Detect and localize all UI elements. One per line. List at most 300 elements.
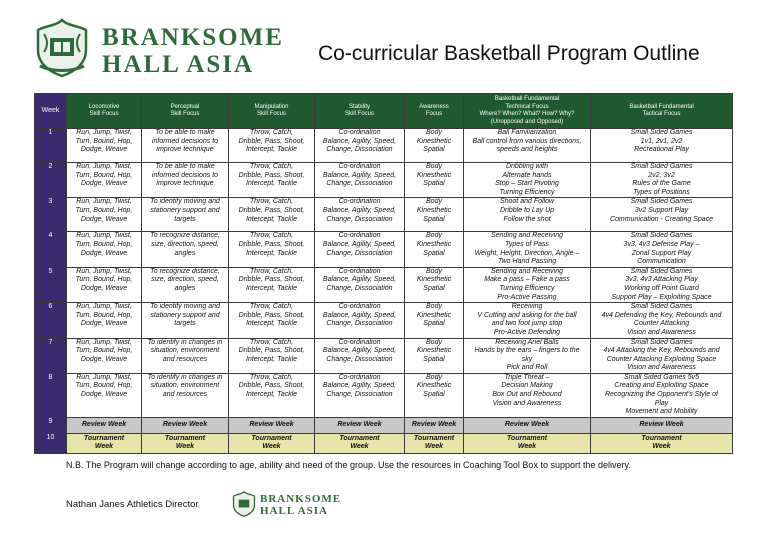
cell-line: Balance, Agility, Speed,: [322, 206, 397, 214]
cell-line: Balance, Agility, Speed,: [322, 311, 397, 319]
footer-brand-name: [260, 493, 341, 517]
cell-line: Turn, Bound, Hop,: [75, 382, 133, 390]
cell-line: Co-ordination: [338, 163, 381, 170]
cell-line: Dribble, Pass, Shoot,: [238, 276, 305, 284]
table-cell: [229, 338, 315, 373]
header-line: Basketball Fundamental: [494, 96, 560, 102]
table-cell: [464, 303, 591, 338]
cell-line: Tournament: [164, 434, 206, 442]
cell-line: Hands by the ears – fingers to the: [474, 347, 580, 355]
cell-line: Kinesthetic: [416, 276, 452, 284]
table-cell: [591, 373, 733, 417]
cell-line: Movement and Mobility: [625, 408, 698, 416]
tournament-cell: [405, 433, 464, 453]
cell-line: Spatial: [423, 180, 445, 188]
table-cell: [464, 198, 591, 232]
table-cell: [405, 303, 464, 338]
cell-line: targets: [174, 215, 196, 223]
cell-line: Decision Making: [501, 382, 553, 390]
week-number: 9: [35, 417, 67, 433]
cell-line: Intercept, Tackle: [245, 146, 298, 154]
header-col-7: [591, 94, 733, 129]
cell-line: 1v1, 2v1, 2v2: [640, 137, 683, 145]
table-cell: [67, 129, 142, 163]
header-col-2: [142, 94, 229, 129]
cell-line: Body: [426, 129, 442, 136]
cell-line: To identify in changes in: [147, 373, 223, 381]
header-line: Stability: [348, 103, 370, 110]
cell-line: Pro-Active Defending: [493, 328, 561, 336]
cell-line: Shoot and Follow: [499, 198, 555, 206]
cell-line: Spatial: [423, 320, 445, 328]
cell-line: 4v4 Defending the Key, Rebounds and: [601, 311, 722, 319]
table-cell: [591, 303, 733, 338]
cell-line: Balance, Agility, Speed,: [322, 171, 397, 179]
table-row: [35, 338, 733, 373]
cell-line: 3v2 Support Play: [634, 206, 689, 214]
week-number: 2: [35, 163, 67, 198]
cell-line: Balance, Agility, Speed,: [322, 240, 397, 248]
cell-line: Change, Dissociation: [326, 146, 393, 154]
cell-line: Body: [426, 198, 442, 206]
week-number: 7: [35, 338, 67, 373]
cell-line: Change, Dissociation: [326, 215, 393, 223]
table-cell: [315, 232, 405, 267]
review-row: [35, 417, 733, 433]
cell-line: Body: [426, 267, 442, 275]
cell-line: Turn, Bound, Hop,: [75, 276, 133, 284]
cell-line: Change, Dissociation: [326, 284, 393, 292]
cell-line: Run, Jump, Twist,: [76, 267, 132, 275]
header-col-5: [405, 94, 464, 129]
cell-line: speeds and heights: [496, 146, 558, 154]
cell-line: Dribble, Pass, Shoot,: [238, 137, 305, 145]
cell-line: Run, Jump, Twist,: [76, 129, 132, 136]
cell-line: Throw, Catch,: [249, 338, 294, 346]
review-cell: Review Week: [67, 417, 142, 433]
cell-line: Small Sided Games: [630, 303, 693, 311]
table-cell: [229, 373, 315, 417]
cell-line: 3v3, 4v3 Attacking Play: [625, 276, 698, 284]
table-cell: [142, 373, 229, 417]
tournament-cell: [315, 433, 405, 453]
cell-line: Tournament: [83, 434, 125, 442]
cell-line: Dodge, Weave: [80, 391, 128, 399]
cell-line: Dribbling with: [505, 163, 549, 170]
brand-line-2: HALL ASIA: [102, 51, 255, 78]
cell-line: Support Play – Exploiting Space: [611, 293, 712, 301]
cell-line: Change, Dissociation: [326, 391, 393, 399]
table-cell: [464, 338, 591, 373]
cell-line: Run, Jump, Twist,: [76, 198, 132, 206]
week-number: 3: [35, 198, 67, 232]
header-col-6: [464, 94, 591, 129]
cell-line: Run, Jump, Twist,: [76, 232, 132, 240]
cell-line: Dribble, Pass, Shoot,: [238, 347, 305, 355]
cell-line: Kinesthetic: [416, 347, 452, 355]
cell-line: Pick and Roll: [506, 364, 548, 372]
signature-line: Nathan Janes Athletics Director: [66, 499, 199, 510]
cell-line: 2v2, 3v2: [648, 171, 675, 179]
cell-line: To identify moving and: [150, 303, 220, 311]
cell-line: Throw, Catch,: [249, 303, 294, 311]
table-cell: [405, 129, 464, 163]
header-line: Focus: [425, 111, 443, 117]
cell-line: situation, environment: [150, 347, 220, 355]
cell-line: Kinesthetic: [416, 240, 452, 248]
crest-icon: [230, 490, 258, 518]
table-row: [35, 373, 733, 417]
cell-line: Body: [426, 373, 442, 381]
cell-line: Types of Pass: [505, 240, 549, 248]
cell-line: Change, Dissociation: [326, 355, 393, 363]
cell-line: Week: [262, 443, 281, 451]
table-cell: [142, 163, 229, 198]
header-col-1: [67, 94, 142, 129]
cell-line: sky: [521, 355, 533, 363]
cell-line: Ball Familiarization: [497, 129, 557, 136]
cell-line: informed decisions to: [151, 137, 219, 145]
cell-line: Dribble to Lay Up: [499, 206, 555, 214]
cell-line: Intercept, Tackle: [245, 284, 298, 292]
cell-line: Dodge, Weave: [80, 146, 128, 154]
cell-line: Recognizing the Opponent's Style of: [604, 391, 719, 399]
table-cell: [67, 232, 142, 267]
footer-brand-line-1: BRANKSOME: [260, 493, 342, 505]
table-cell: [405, 267, 464, 302]
cell-line: Run, Jump, Twist,: [76, 373, 132, 381]
brand-line-1: BRANKSOME: [102, 24, 284, 51]
table-row: [35, 198, 733, 232]
cell-line: Spatial: [423, 249, 445, 257]
cell-line: Intercept, Tackle: [245, 215, 298, 223]
table-row: [35, 163, 733, 198]
review-cell: Review Week: [315, 417, 405, 433]
table-cell: [405, 232, 464, 267]
table-cell: [591, 129, 733, 163]
cell-line: Co-ordination: [338, 232, 381, 240]
header-line: Where? When? What? How? Why?: [479, 111, 575, 117]
cell-line: Tournament: [413, 434, 455, 442]
week-number: 6: [35, 303, 67, 338]
cell-line: Spatial: [423, 391, 445, 399]
cell-line: Sending and Receiving: [491, 232, 563, 240]
cell-line: Kinesthetic: [416, 382, 452, 390]
program-table: [34, 93, 733, 454]
tournament-cell: [591, 433, 733, 453]
week-number: 4: [35, 232, 67, 267]
table-cell: [67, 267, 142, 302]
cell-line: Play: [654, 399, 669, 407]
cell-line: Triple Threat –: [504, 373, 550, 381]
cell-line: Turn, Bound, Hop,: [75, 240, 133, 248]
table-cell: [315, 129, 405, 163]
week-number: 10: [35, 433, 67, 453]
cell-line: angles: [174, 249, 196, 257]
cell-line: Intercept, Tackle: [245, 180, 298, 188]
table-cell: [142, 129, 229, 163]
cell-line: Spatial: [423, 215, 445, 223]
table-cell: [142, 232, 229, 267]
cell-line: Turn, Bound, Hop,: [75, 311, 133, 319]
cell-line: Intercept, Tackle: [245, 320, 298, 328]
cell-line: Throw, Catch,: [249, 198, 294, 206]
cell-line: Ball control from various directions,: [472, 137, 582, 145]
table-cell: [142, 267, 229, 302]
table-cell: [464, 232, 591, 267]
table-cell: [315, 198, 405, 232]
cell-line: Types of Positions: [633, 188, 690, 196]
cell-line: Dribble, Pass, Shoot,: [238, 240, 305, 248]
header-week: [35, 94, 67, 129]
cell-line: targets: [174, 320, 196, 328]
header-line: Skill Focus: [170, 111, 200, 117]
cell-line: Kinesthetic: [416, 311, 452, 319]
header-line: Skill Focus: [256, 111, 286, 117]
cell-line: Spatial: [423, 284, 445, 292]
cell-line: Kinesthetic: [416, 137, 452, 145]
cell-line: To be able to make: [155, 129, 215, 136]
cell-line: Week: [424, 443, 444, 451]
header-line: Technical Focus: [505, 103, 549, 110]
cell-line: Co-ordination: [338, 373, 381, 381]
cell-line: Turn, Bound, Hop,: [75, 347, 133, 355]
tournament-row: [35, 433, 733, 453]
tournament-cell: [464, 433, 591, 453]
cell-line: stationery support and: [150, 311, 220, 319]
cell-line: Zonal Support Play: [631, 249, 692, 257]
table-cell: [591, 338, 733, 373]
cell-line: Rules of the Game: [632, 180, 691, 188]
table-cell: [229, 129, 315, 163]
cell-line: Small Sided Games: [630, 129, 693, 136]
header-line: Basketball Fundamental: [629, 103, 694, 110]
cell-line: To identify in changes in: [147, 338, 223, 346]
cell-line: Counter Attacking Exploiting Space: [606, 355, 717, 363]
cell-line: Throw, Catch,: [249, 232, 294, 240]
table-cell: [315, 303, 405, 338]
cell-line: Dodge, Weave: [80, 249, 128, 257]
cell-line: Turn, Bound, Hop,: [75, 171, 133, 179]
table-cell: [315, 163, 405, 198]
cell-line: Vision and Awareness: [492, 399, 562, 407]
table-cell: [591, 232, 733, 267]
cell-line: Balance, Agility, Speed,: [322, 382, 397, 390]
cell-line: Balance, Agility, Speed,: [322, 276, 397, 284]
table-cell: [464, 129, 591, 163]
cell-line: Vision and Awareness: [627, 364, 696, 372]
cell-line: Throw, Catch,: [249, 373, 294, 381]
cell-line: V Cutting and asking for the ball: [477, 311, 577, 319]
cell-line: Body: [426, 232, 442, 240]
cell-line: Receiving: [511, 303, 543, 311]
table-cell: [464, 373, 591, 417]
header-line: Week: [41, 107, 60, 115]
cell-line: size, direction, speed,: [151, 240, 219, 248]
table-cell: [591, 267, 733, 302]
cell-line: Two Hand Passing: [497, 258, 557, 266]
cell-line: improve technique: [156, 180, 214, 188]
header-line: Perceptual: [170, 103, 200, 110]
table-cell: [229, 232, 315, 267]
cell-line: Sending and Receiving: [491, 267, 563, 275]
table-cell: [315, 267, 405, 302]
review-cell: Review Week: [405, 417, 464, 433]
cell-line: Stop – Start Pivoting: [495, 180, 559, 188]
cell-line: Intercept, Tackle: [245, 391, 298, 399]
cell-line: Week: [350, 443, 369, 451]
cell-line: Working off Point Guard: [624, 284, 699, 292]
cell-line: Week: [175, 443, 195, 451]
cell-line: Dribble, Pass, Shoot,: [238, 206, 305, 214]
header-line: Manipulation: [254, 103, 289, 110]
cell-line: Turn, Bound, Hop,: [75, 137, 133, 145]
table-cell: [315, 338, 405, 373]
table-cell: [142, 198, 229, 232]
cell-line: and resources: [162, 355, 208, 363]
table-cell: [591, 163, 733, 198]
review-cell: Review Week: [142, 417, 229, 433]
cell-line: Balance, Agility, Speed,: [322, 347, 397, 355]
crest-icon: [30, 16, 94, 80]
page-title: Co-curricular Basketball Program Outline: [318, 42, 700, 65]
table-cell: [405, 373, 464, 417]
week-number: 1: [35, 129, 67, 163]
header-col-3: [229, 94, 315, 129]
cell-line: Tournament: [641, 434, 682, 442]
cell-line: Small Sided Games: [630, 267, 693, 275]
table-cell: [229, 267, 315, 302]
cell-line: situation, environment: [150, 382, 220, 390]
cell-line: Co-ordination: [338, 267, 381, 275]
cell-line: Body: [426, 303, 442, 311]
cell-line: Throw, Catch,: [249, 129, 294, 136]
table-cell: [229, 303, 315, 338]
table-cell: [142, 303, 229, 338]
cell-line: To be able to make: [155, 163, 215, 170]
cell-line: Receiving Ariel Balls: [495, 338, 559, 346]
header-col-4: [315, 94, 405, 129]
cell-line: Dodge, Weave: [80, 320, 128, 328]
cell-line: Week: [94, 443, 114, 451]
cell-line: stationery support and: [150, 206, 220, 214]
cell-line: To identify moving and: [150, 198, 220, 206]
table-cell: [67, 198, 142, 232]
cell-line: Dodge, Weave: [80, 180, 128, 188]
table-row: [35, 232, 733, 267]
footer-brand-line-2: HALL ASIA: [260, 505, 328, 517]
cell-line: Small Sided Games: [630, 198, 693, 206]
cell-line: Run, Jump, Twist,: [76, 163, 132, 170]
tournament-cell: [67, 433, 142, 453]
cell-line: Dribble, Pass, Shoot,: [238, 171, 305, 179]
cell-line: Week: [517, 443, 537, 451]
table-cell: [142, 338, 229, 373]
table-cell: [229, 198, 315, 232]
cell-line: Kinesthetic: [416, 206, 452, 214]
tournament-cell: [229, 433, 315, 453]
cell-line: 3v3, 4v3 Defense Play –: [623, 240, 700, 248]
cell-line: Intercept, Tackle: [245, 355, 298, 363]
cell-line: Dribble, Pass, Shoot,: [238, 311, 305, 319]
cell-line: Change, Dissociation: [326, 320, 393, 328]
cell-line: Alternate hands: [502, 171, 552, 179]
table-cell: [405, 338, 464, 373]
week-number: 5: [35, 267, 67, 302]
cell-line: Vision and Awareness: [627, 328, 696, 336]
table-row: [35, 129, 733, 163]
table-cell: [67, 303, 142, 338]
cell-line: Turn, Bound, Hop,: [75, 206, 133, 214]
cell-line: Co-ordination: [338, 338, 381, 346]
cell-line: and two foot jump stop: [491, 320, 563, 328]
header-line: Awareness: [419, 103, 449, 110]
cell-line: Small Sided Games: [630, 338, 693, 346]
cell-line: improve technique: [156, 146, 214, 154]
cell-line: Pro-Active Passing: [497, 293, 557, 301]
table-cell: [405, 198, 464, 232]
cell-line: Communication - Creating Space: [609, 215, 714, 223]
table-cell: [464, 163, 591, 198]
cell-line: Kinesthetic: [416, 171, 452, 179]
cell-line: Dodge, Weave: [80, 215, 128, 223]
cell-line: Turning Efficiency: [499, 284, 555, 292]
cell-line: Throw, Catch,: [249, 267, 294, 275]
cell-line: Co-ordination: [338, 303, 381, 311]
cell-line: 4v4 Attacking the Key, Rebounds and: [603, 347, 720, 355]
table-cell: [67, 338, 142, 373]
cell-line: To recognize distance,: [150, 267, 220, 275]
cell-line: Weight, Height, Direction, Angle –: [474, 249, 580, 257]
brand-logo: [30, 16, 284, 80]
week-number: 8: [35, 373, 67, 417]
cell-line: Run, Jump, Twist,: [76, 338, 132, 346]
cell-line: Dodge, Weave: [80, 284, 128, 292]
cell-line: Throw, Catch,: [249, 163, 294, 170]
cell-line: Turning Efficiency: [499, 188, 555, 196]
table-row: [35, 303, 733, 338]
cell-line: Dribble, Pass, Shoot,: [238, 382, 305, 390]
cell-line: Spatial: [423, 355, 445, 363]
table-header-row: [35, 94, 733, 129]
header-line: Skill Focus: [344, 111, 374, 117]
cell-line: Tournament: [339, 434, 380, 442]
cell-line: and resources: [162, 391, 208, 399]
cell-line: Small Sided Games: [630, 232, 693, 240]
table-cell: [229, 163, 315, 198]
review-cell: Review Week: [591, 417, 733, 433]
table-row: [35, 267, 733, 302]
cell-line: informed decisions to: [151, 171, 219, 179]
cell-line: Body: [426, 163, 442, 170]
cell-line: Change, Dissociation: [326, 180, 393, 188]
program-note: N.B. The Program will change according to age, ability and need of the group. Use the resources in Coaching Tool Box to support the delivery.: [66, 460, 631, 470]
footer-logo: [230, 490, 340, 522]
header-line: (Unopposed and Opposed): [490, 118, 564, 125]
cell-line: Make a pass – Fake a pass: [484, 276, 570, 284]
header-line: Locomotive: [88, 103, 120, 110]
cell-line: Co-ordination: [338, 129, 381, 136]
cell-line: Tournament: [506, 434, 548, 442]
cell-line: Recreational Play: [634, 146, 689, 154]
table-cell: [67, 163, 142, 198]
cell-line: Small Sided Games: [630, 163, 693, 170]
cell-line: Box Out and Rebound: [492, 391, 562, 399]
table-cell: [464, 267, 591, 302]
cell-line: Small Sided Games 5v5: [623, 373, 700, 381]
cell-line: size, direction, speed,: [151, 276, 219, 284]
cell-line: Balance, Agility, Speed,: [322, 137, 397, 145]
